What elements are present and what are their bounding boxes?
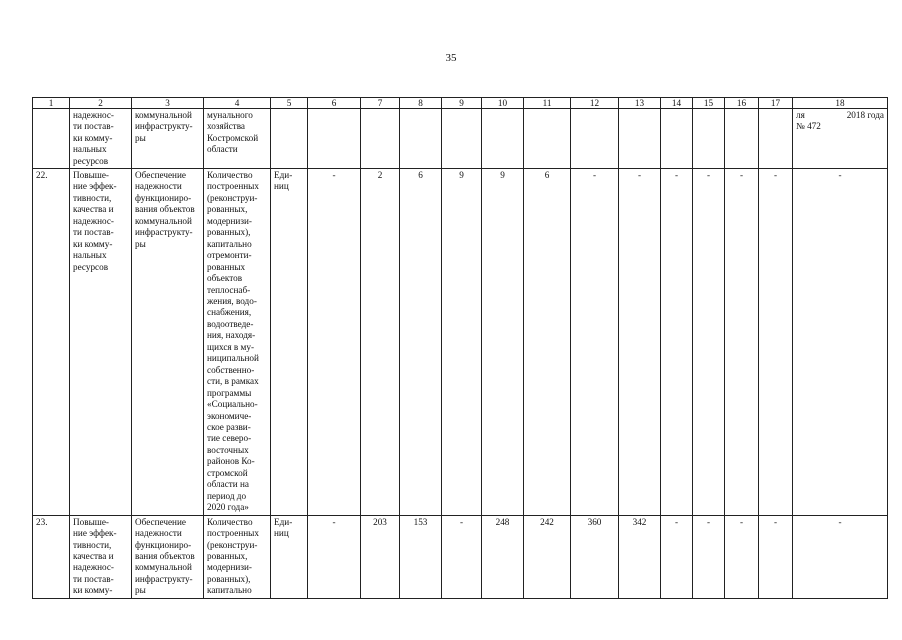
cell-value bbox=[400, 109, 442, 169]
cell-unit: Еди- ниц bbox=[271, 515, 308, 598]
cell-indicator: Количество построенных (реконструи- рованных, модернизи- рованных), капитально bbox=[204, 515, 271, 598]
cell-number: 22. bbox=[33, 169, 70, 516]
column-header: 17 bbox=[759, 98, 793, 109]
cell-value bbox=[361, 109, 400, 169]
cell-value: - bbox=[793, 169, 888, 516]
table-row-continuation bbox=[33, 109, 888, 169]
column-header: 5 bbox=[271, 98, 308, 109]
column-header: 9 bbox=[442, 98, 482, 109]
table-row bbox=[33, 515, 888, 598]
cell-value: - bbox=[725, 515, 759, 598]
cell-value: - bbox=[759, 169, 793, 516]
reference-number: № 472 bbox=[796, 121, 821, 132]
table-row bbox=[33, 169, 888, 516]
reference-prefix: ля bbox=[796, 110, 805, 120]
column-header: 14 bbox=[661, 98, 693, 109]
cell-value: - bbox=[308, 515, 361, 598]
cell-indicator: мунального хозяйства Костромской области bbox=[204, 109, 271, 169]
cell-value: 360 bbox=[571, 515, 619, 598]
cell-value: 203 bbox=[361, 515, 400, 598]
column-header: 8 bbox=[400, 98, 442, 109]
cell-value: - bbox=[308, 169, 361, 516]
cell-value bbox=[442, 109, 482, 169]
cell-value: - bbox=[619, 169, 661, 516]
column-header: 4 bbox=[204, 98, 271, 109]
cell-unit: Еди- ниц bbox=[271, 169, 308, 516]
column-header: 6 bbox=[308, 98, 361, 109]
cell-value bbox=[725, 109, 759, 169]
column-number-row bbox=[33, 98, 888, 109]
reference-line bbox=[796, 110, 884, 121]
cell-value: 153 bbox=[400, 515, 442, 598]
cell-goal: Повыше- ние эффек- тивности, качества и надежнос- ти постав- ки комму- нальных ресурсов bbox=[70, 169, 132, 516]
cell-value bbox=[661, 109, 693, 169]
column-header: 11 bbox=[524, 98, 571, 109]
column-header: 18 bbox=[793, 98, 888, 109]
cell-value: 248 bbox=[482, 515, 524, 598]
column-header: 10 bbox=[482, 98, 524, 109]
cell-value: - bbox=[793, 515, 888, 598]
cell-goal: Повыше- ние эффек- тивности, качества и надежнос- ти постав- ки комму- bbox=[70, 515, 132, 598]
cell-value: - bbox=[693, 169, 725, 516]
cell-value bbox=[759, 109, 793, 169]
cell-unit bbox=[271, 109, 308, 169]
cell-number bbox=[33, 109, 70, 169]
cell-value: 6 bbox=[524, 169, 571, 516]
cell-value: - bbox=[759, 515, 793, 598]
cell-value: - bbox=[693, 515, 725, 598]
column-header: 13 bbox=[619, 98, 661, 109]
cell-value bbox=[619, 109, 661, 169]
cell-value: 2 bbox=[361, 169, 400, 516]
page-number: 35 bbox=[445, 52, 457, 64]
cell-value: 242 bbox=[524, 515, 571, 598]
cell-value: 6 bbox=[400, 169, 442, 516]
cell-value: 9 bbox=[482, 169, 524, 516]
cell-task: коммунальной инфраструкту- ры bbox=[132, 109, 204, 169]
cell-value: 9 bbox=[442, 169, 482, 516]
column-header: 2 bbox=[70, 98, 132, 109]
column-header: 15 bbox=[693, 98, 725, 109]
cell-value: - bbox=[442, 515, 482, 598]
cell-task: Обеспечение надежности функциониро- вания объектов коммунальной инфраструкту- ры bbox=[132, 169, 204, 516]
cell-value: - bbox=[661, 169, 693, 516]
cell-value: - bbox=[661, 515, 693, 598]
cell-value: 342 bbox=[619, 515, 661, 598]
cell-reference bbox=[793, 109, 888, 169]
cell-value bbox=[524, 109, 571, 169]
cell-task: Обеспечение надежности функциониро- вания объектов коммунальной инфраструкту- ры bbox=[132, 515, 204, 598]
column-header: 16 bbox=[725, 98, 759, 109]
cell-goal: надежнос- ти постав- ки комму- нальных ресурсов bbox=[70, 109, 132, 169]
cell-value: - bbox=[571, 169, 619, 516]
column-header: 3 bbox=[132, 98, 204, 109]
cell-value: - bbox=[725, 169, 759, 516]
cell-value bbox=[571, 109, 619, 169]
cell-indicator: Количество построенных (реконструи- рованных, модернизи- рованных), капитально отремонти- рованных объектов теплоснаб- жения, водо- снабжения, водоотведе- ния, находя- щихся в му- ниципальной собственно- сти, в рамках программы «Социально- экономиче- ское разви- тие северо- восточных районов Ко- стромской области на период до 2020 года» bbox=[204, 169, 271, 516]
cell-number: 23. bbox=[33, 515, 70, 598]
column-header: 12 bbox=[571, 98, 619, 109]
column-header: 1 bbox=[33, 98, 70, 109]
reference-year: 2018 года bbox=[846, 110, 884, 120]
cell-value bbox=[693, 109, 725, 169]
cell-value bbox=[308, 109, 361, 169]
indicators-table bbox=[32, 97, 888, 599]
cell-value bbox=[482, 109, 524, 169]
column-header: 7 bbox=[361, 98, 400, 109]
